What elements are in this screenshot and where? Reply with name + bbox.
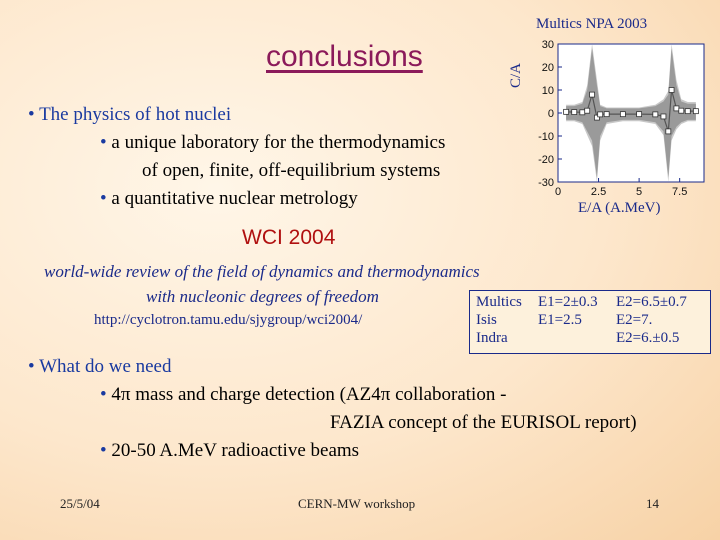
table-cell-e2: E2=7. [616,312,653,328]
footer-page-number: 14 [646,496,659,511]
footer-event: CERN-MW workshop [298,496,416,511]
x-tick-label: 2.5 [590,186,607,198]
x-tick-label: 0 [554,186,562,198]
y-tick-label: 10 [541,85,554,97]
data-point [669,88,674,93]
wci-heading: WCI 2004 [242,226,336,249]
table-cell-e1: E1=2±0.3 [538,294,598,310]
section2-item-3-text: 20-50 A.MeV radioactive beams [111,440,360,461]
section2-heading-text: What do we need [39,356,172,377]
bullet-icon: • [100,188,107,209]
bullet-icon: • [100,132,107,153]
y-tick-label: -10 [538,131,554,143]
footer-date: 25/5/04 [60,496,100,511]
table-row [476,330,679,347]
section2-item-2 [330,412,637,434]
table-cell-name: Indra [476,330,508,346]
section1-item-1 [100,132,445,154]
section1-item-2 [142,160,440,182]
bullet-icon: • [28,356,35,377]
slide-title: conclusions [266,40,423,73]
y-tick-label: 20 [541,62,554,74]
data-point [685,109,690,114]
table-cell-e2: E2=6.±0.5 [616,330,680,346]
review-line-1: world-wide review of the field of dynamics and thermodynamics [44,262,480,281]
data-point [666,129,671,134]
section1-heading-text: The physics of hot nuclei [39,104,232,125]
data-point [661,114,666,119]
section1-heading [28,104,231,126]
header-text: Multics NPA 2003 [536,16,648,32]
data-point [693,109,698,114]
data-point [590,92,595,97]
section2-heading [28,356,172,378]
y-tick-label: 30 [541,39,554,51]
data-point [572,110,577,115]
bullet-icon: • [100,440,107,461]
table-row [476,294,687,311]
data-point [637,112,642,117]
data-point [585,108,590,113]
chart-x-axis-label: E/A (A.MeV) [578,200,661,216]
table-cell-e2: E2=6.5±0.7 [616,294,687,310]
y-tick-label: -30 [538,177,554,189]
data-point [598,112,603,117]
section1-item-2-text: of open, finite, off-equilibrium systems [142,160,441,181]
data-point [674,106,679,111]
bullet-icon: • [28,104,35,125]
section2-item-2-text: FAZIA concept of the EURISOL report) [330,412,637,433]
y-tick-label: -20 [538,154,554,166]
section1-item-3-text: a quantitative nuclear metrology [111,188,358,209]
section2-item-3 [100,440,359,462]
chart-y-axis-label: C/A [508,62,524,88]
y-tick-label: 0 [547,108,554,120]
data-point [580,110,585,115]
review-line-2: with nucleonic degrees of freedom [146,287,379,306]
bullet-icon: • [100,384,107,405]
table-cell-name: Isis [476,312,497,328]
section2-item-1-text: 4π mass and charge detection (AZ4π collaboration - [111,384,507,405]
x-tick-label: 5 [636,186,643,198]
table-cell-e1: E1=2.5 [538,312,582,328]
section2-item-1 [100,384,506,406]
wci-url-link[interactable]: http://cyclotron.tamu.edu/sjygroup/wci2004/ [94,312,363,328]
section1-item-3 [100,188,358,210]
x-tick-label: 7.5 [672,186,688,198]
table-row [476,312,652,329]
temperature-table [469,290,711,354]
data-point [620,112,625,117]
data-point [604,112,609,117]
data-point [653,112,658,117]
data-point [564,109,569,114]
section1-item-1-text: a unique laboratory for the thermodynamics [111,132,446,153]
table-cell-name: Multics [476,294,522,310]
data-point [679,108,684,113]
